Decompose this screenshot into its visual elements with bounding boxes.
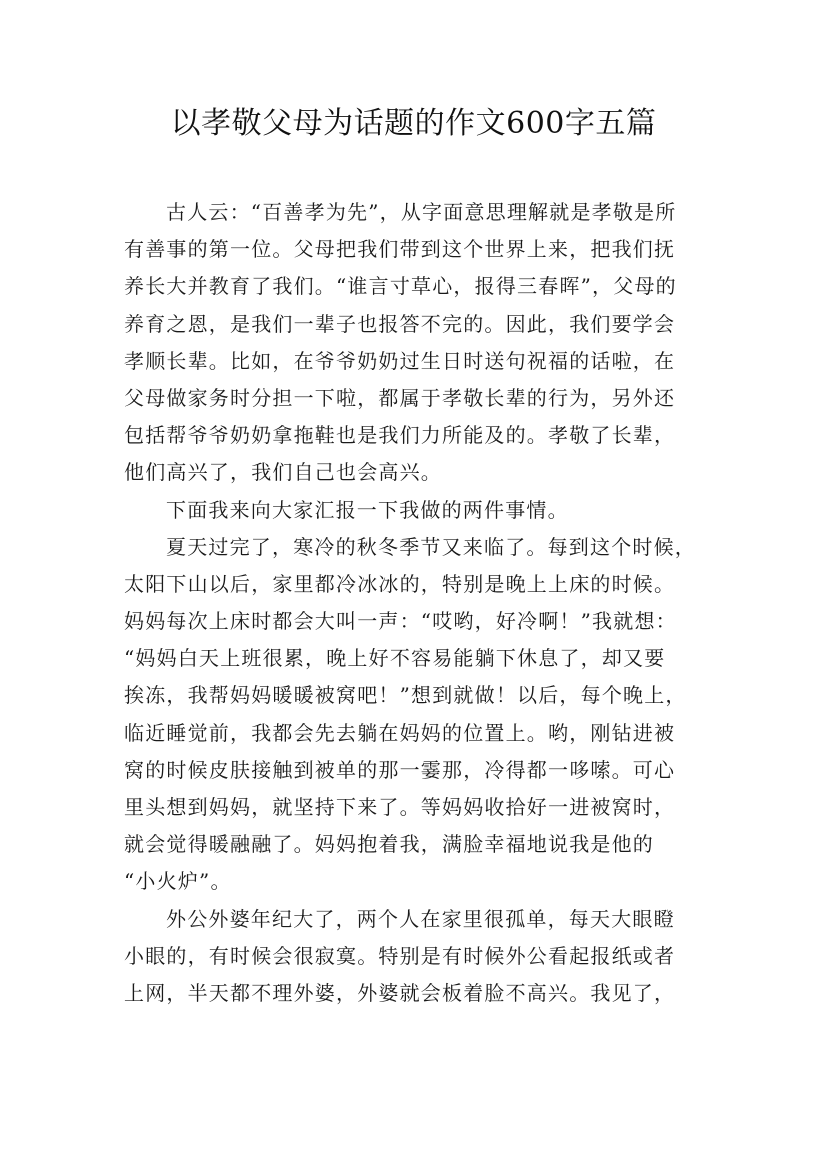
text-line: “小火炉”。 [124, 869, 232, 894]
text-line: 夏天过完了，寒冷的秋冬季节又来临了。每到这个时候， [166, 534, 696, 559]
text-line: 临近睡觉前，我都会先去躺在妈妈的位置上。哟，刚钻进被 [124, 720, 676, 745]
text-line: 古人云：“百善孝为先”，从字面意思理解就是孝敬是所 [166, 200, 677, 224]
document-body [124, 194, 714, 1012]
text-line: 外公外婆年纪大了，两个人在家里很孤单，每天大眼瞪 [166, 906, 675, 931]
text-line: 里头想到妈妈，就坚持下来了。等妈妈收拾好一进被窝时， [124, 795, 676, 819]
text-line: 小眼的，有时候会很寂寞。特别是有时候外公看起报纸或者 [124, 943, 676, 968]
text-line: 就会觉得暖融融了。妈妈抱着我，满脸幸福地说我是他的 [124, 832, 654, 857]
text-line: 包括帮爷爷奶奶拿拖鞋也是我们力所能及的。孝敬了长辈， [124, 423, 676, 448]
text-line: 有善事的第一位。父母把我们带到这个世界上来，把我们抚 [124, 237, 676, 262]
text-line: 下面我来向大家汇报一下我做的两件事情。 [166, 497, 569, 522]
text-line: 父母做家务时分担一下啦，都属于孝敬长辈的行为，另外还 [124, 385, 676, 410]
text-line: 妈妈每次上床时都会大叫一声：“哎哟，好冷啊！”我就想： [124, 609, 677, 634]
document-title: 以孝敬父母为话题的作文600字五篇 [170, 106, 657, 141]
text-line: 窝的时候皮肤接触到被单的那一霎那，冷得都一哆嗦。可心 [124, 757, 676, 782]
text-line: 养长大并教育了我们。“谁言寸草心，报得三春晖”，父母的 [124, 274, 677, 299]
text-line: 挨冻，我帮妈妈暖暖被窝吧！”想到就做！以后，每个晚上， [124, 683, 687, 708]
text-line: 太阳下山以后，家里都冷冰冰的，特别是晚上上床的时候。 [124, 571, 676, 596]
text-line: 他们高兴了，我们自己也会高兴。 [124, 460, 442, 485]
text-line: 上网，半天都不理外婆，外婆就会板着脸不高兴。我见了， [124, 980, 676, 1005]
text-line: “妈妈白天上班很累，晚上好不容易能躺下休息了，却又要 [124, 646, 666, 671]
text-line: 养育之恩，是我们一辈子也报答不完的。因此，我们要学会 [124, 311, 676, 336]
text-line: 孝顺长辈。比如，在爷爷奶奶过生日时送句祝福的话啦，在 [124, 348, 676, 373]
